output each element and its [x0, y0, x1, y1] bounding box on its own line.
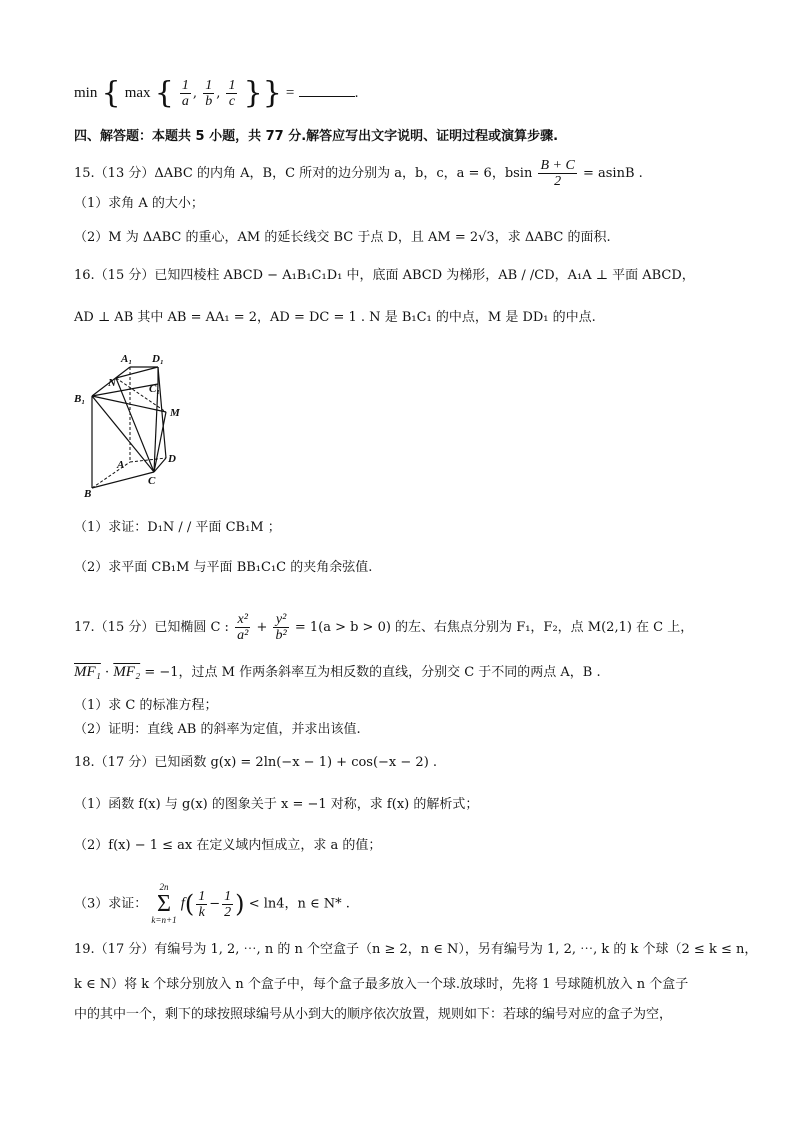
label-D1: D₁ — [152, 353, 164, 365]
q15-tail: = asinB . — [582, 166, 643, 181]
brace-open-inner: { — [154, 75, 174, 111]
label-A: A — [117, 459, 125, 471]
q19-line1: 19.（17 分）有编号为 1, 2, ⋯, n 的 n 个空盒子（n ≥ 2，n ∈ N），另有编号为 1, 2, ⋯, k 的 k 个球（2 ≤ k ≤ n， — [74, 942, 758, 957]
label-A1: A₁ — [121, 353, 133, 365]
q19-line2: k ∈ N）将 k 个球分别放入 n 个盒子中，每个盒子最多放入一个球.放球时，先将 1 号球随机放入 n 个盒子 — [74, 977, 689, 992]
q18-fraction-1-over-2: $\frac{1}{2}$ — [224, 888, 232, 920]
prism-figure — [72, 350, 190, 498]
section-title: 四、解答题：本题共 5 小题，共 77 分.解答应写出文字说明、证明过程或演算步骤. — [74, 129, 559, 144]
brace-close-inner: } — [243, 75, 263, 111]
q16-line1: 16.（15 分）已知四棱柱 ABCD − A₁B₁C₁D₁ 中，底面 ABCD 为梯形，AB / /CD，A₁A ⊥ 平面 ABCD， — [74, 268, 695, 283]
q17-tail: = 1(a > b > 0) 的左、右焦点分别为 F₁，F₂，点 M(2,1) 在 C 上， — [294, 620, 694, 635]
label-N: N — [108, 377, 116, 389]
q16-line2: AD ⊥ AB 其中 AB = AA₁ = 2，AD = DC = 1 . N 是 B₁C₁ 的中点，M 是 DD₁ 的中点. — [74, 310, 596, 325]
label-B: B — [84, 488, 92, 498]
q16-part1: （1）求证：D₁N / / 平面 CB₁M ； — [74, 520, 281, 535]
q17-plus: + — [256, 620, 268, 635]
dot-operator: · — [105, 665, 110, 680]
q15-statement — [74, 158, 643, 189]
q17-line2-tail: = −1，过点 M 作两条斜率互为相反数的直线，分别交 C 于不同的两点 A，B . — [144, 665, 601, 680]
q16-part2: （2）求平面 CB₁M 与平面 BB₁C₁C 的夹角余弦值. — [74, 560, 373, 575]
fraction-1-over-a: $\frac{1}{a}$ — [181, 78, 189, 109]
q18-minus: − — [209, 896, 221, 912]
q15-part1: （1）求角 A 的大小； — [74, 196, 204, 211]
q17-fraction-x: $\frac{\text{x²}}{\text{a²}}$ — [237, 612, 249, 643]
vector-MF2: MF₂ — [113, 664, 141, 680]
q17-part2: （2）证明：直线 AB 的斜率为定值，并求出该值. — [74, 722, 361, 737]
answer-blank — [299, 84, 355, 97]
fraction-1-over-b: $\frac{1}{b}$ — [205, 78, 213, 109]
brace-close: } — [262, 75, 282, 111]
vector-MF1: MF₁ — [74, 664, 101, 680]
q18-part2: （2）f(x) − 1 ≤ ax 在定义域内恒成立，求 a 的值； — [74, 838, 382, 853]
q17-fraction-y: $\frac{\text{y²}}{\text{b²}}$ — [275, 612, 287, 643]
q18-part3: （3）求证： 2n Σ k=n+1 f( $\frac{1}{k}$ − $\frac{1}{2}$ ) < ln4，n ∈ N* . — [74, 882, 350, 925]
label-M: M — [170, 407, 180, 419]
q15-fraction: $\frac{B + C}{2}$ — [540, 158, 575, 189]
label-B1: B₁ — [74, 393, 86, 405]
min-max-expression: min { max { $\frac{1}{a}$ , $\frac{1}{b}$ , $\frac{1}{c}$ }} = . — [74, 75, 359, 111]
label-C1: C₁ — [149, 383, 161, 395]
min-operator: min — [74, 85, 98, 101]
equals-sign: = — [285, 85, 295, 101]
q18-statement: 18.（17 分）已知函数 g(x) = 2ln(−x − 1) + cos(−x − 2) . — [74, 755, 438, 770]
q15-head: 15.（13 分）ΔABC 的内角 A，B，C 所对的边分别为 a，b，c，a = 6，bsin — [74, 166, 533, 181]
label-C: C — [148, 475, 156, 487]
fraction-1-over-c: $\frac{1}{c}$ — [228, 78, 236, 109]
q17-head: 17.（15 分）已知椭圆 C : — [74, 620, 229, 635]
brace-open: { — [101, 75, 121, 111]
label-D: D — [168, 453, 176, 465]
q18-part3-prefix: （3）求证： — [74, 896, 148, 912]
q18-fraction-1-over-k: $\frac{1}{k}$ — [198, 888, 206, 920]
q17-statement — [74, 612, 693, 643]
q15-part2: （2）M 为 ΔABC 的重心，AM 的延长线交 BC 于点 D，且 AM = 2√3，求 ΔABC 的面积. — [74, 230, 611, 245]
q18-f: f — [180, 895, 185, 912]
summation-symbol: 2n Σ k=n+1 — [151, 882, 177, 925]
max-operator: max — [124, 85, 151, 101]
q18-part1: （1）函数 f(x) 与 g(x) 的图象关于 x = −1 对称，求 f(x) 的解析式； — [74, 797, 479, 812]
q18-part3-tail: < ln4，n ∈ N* . — [248, 896, 350, 912]
q19-line3: 中的其中一个，剩下的球按照球编号从小到大的顺序依次放置，规则如下：若球的编号对应的盒子为空， — [74, 1007, 673, 1022]
q17-line2 — [74, 662, 601, 683]
q17-part1: （1）求 C 的标准方程； — [74, 698, 218, 713]
